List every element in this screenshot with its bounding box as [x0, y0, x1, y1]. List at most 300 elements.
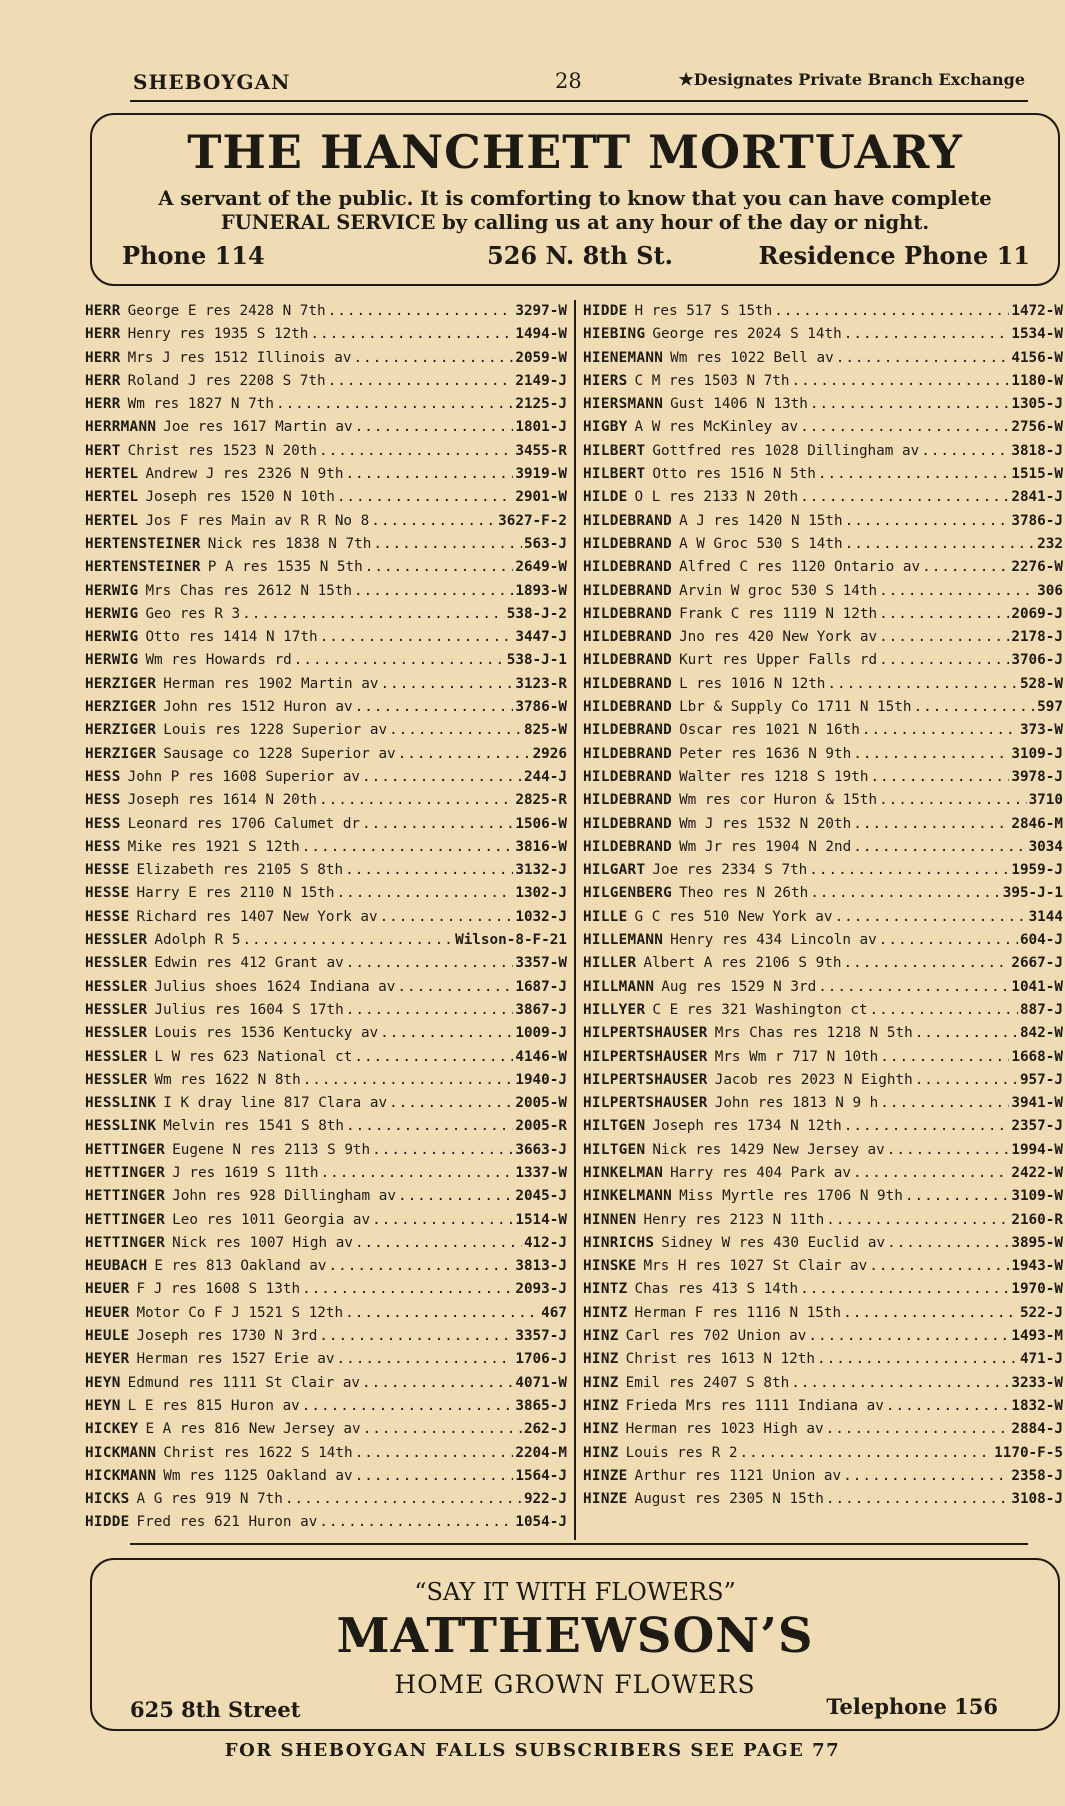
listing-phone: 528-W [1019, 675, 1063, 692]
mortuary-ad-line2: FUNERAL SERVICE by calling us at any hour of the day or night. [220, 211, 930, 234]
listing-phone: 2846-M [1011, 815, 1063, 832]
listing-detail: Joe res 2334 S 7th [652, 862, 808, 879]
dot-leader [921, 440, 1009, 463]
listing-row [85, 1232, 567, 1255]
listing-phone: 2178-J [1011, 629, 1063, 646]
listing-row [583, 1115, 1063, 1138]
listing-row [85, 603, 567, 626]
dot-leader [843, 1302, 1018, 1325]
flowers-ad-telephone: Telephone 156 [826, 1694, 998, 1719]
mortuary-ad-title: THE HANCHETT MORTUARY [187, 125, 963, 179]
listing-detail: Julius shoes 1624 Indiana av [154, 978, 396, 995]
dot-leader [354, 1046, 513, 1069]
listing-detail: Edmund res 1111 St Clair av [127, 1374, 361, 1391]
listing-detail: Herman res 1023 High av [625, 1421, 824, 1438]
listing-surname: HERZIGER [85, 699, 157, 716]
listing-surname: HICKMANN [85, 1467, 157, 1484]
dot-leader [345, 463, 513, 486]
listing-detail: L E res 815 Huron av [127, 1397, 300, 1414]
listing-row [583, 906, 1063, 929]
dot-leader [346, 952, 514, 975]
listing-detail: Joe res 1617 Martin av [163, 419, 353, 436]
listing-surname: HERWIG [85, 629, 139, 646]
dot-leader [862, 719, 1018, 742]
listing-phone: 1687-J [515, 978, 567, 995]
listing-phone: 244-J [523, 768, 567, 785]
listing-detail: Joseph res 1520 N 10th [145, 489, 335, 506]
listing-phone: 2667-J [1011, 955, 1063, 972]
listing-surname: HILLEMANN [583, 932, 664, 949]
listing-row [85, 626, 567, 649]
dot-leader [827, 673, 1018, 696]
listing-detail: Motor Co F J 1521 S 12th [136, 1304, 344, 1321]
dot-leader [843, 952, 1009, 975]
listing-phone: 3297-W [515, 303, 567, 319]
listing-row [583, 1139, 1063, 1162]
dot-leader [836, 347, 1010, 370]
listing-surname: HINZ [583, 1444, 619, 1461]
listing-detail: Emil res 2407 S 8th [625, 1374, 790, 1391]
listing-phone: 471-J [1019, 1351, 1063, 1368]
listing-detail: Richard res 1407 New York av [136, 908, 378, 925]
listing-detail: Jos F res Main av R R No 8 [145, 512, 370, 529]
listing-phone: 1943-W [1011, 1258, 1063, 1275]
dot-leader [346, 999, 514, 1022]
listing-row [85, 1302, 567, 1325]
listing-phone: 1801-J [515, 419, 567, 436]
listing-row [85, 300, 567, 323]
listing-surname: HERR [85, 372, 121, 389]
listing-detail: Henry res 1935 S 12th [127, 326, 309, 343]
listing-phone: 1337-W [515, 1164, 567, 1181]
listing-phone: 3123-R [515, 675, 567, 692]
listing-row [583, 719, 1063, 742]
listing-row [583, 1325, 1063, 1348]
listing-row [583, 859, 1063, 882]
listing-row [583, 882, 1063, 905]
listing-surname: HINZE [583, 1467, 628, 1484]
dot-leader [337, 486, 514, 509]
listing-row [583, 1442, 1063, 1465]
listing-phone: 232 [1037, 535, 1063, 552]
listing-surname: HERTENSTEINER [85, 535, 201, 552]
listing-surname: HEUER [85, 1281, 130, 1298]
listing-phone: 1706-J [515, 1351, 567, 1368]
dot-leader [362, 766, 522, 789]
listing-detail: Joseph res 1730 N 3rd [136, 1328, 318, 1345]
listing-row [583, 1348, 1063, 1371]
listing-phone: 1832-W [1011, 1397, 1063, 1414]
dot-leader [242, 929, 453, 952]
listing-phone: 4156-W [1011, 349, 1063, 366]
dot-leader [844, 323, 1010, 346]
listing-row [583, 976, 1063, 999]
listing-detail: Mrs Chas res 1218 N 5th [714, 1025, 913, 1042]
dot-leader [328, 300, 514, 323]
listing-detail: Peter res 1636 N 9th [679, 745, 852, 762]
listing-surname: HILPERTSHAUSER [583, 1025, 708, 1042]
dot-leader [319, 440, 513, 463]
listing-phone: 538-J-1 [506, 652, 567, 669]
listing-surname: HILDEBRAND [583, 605, 673, 622]
listing-phone: 922-J [523, 1491, 567, 1508]
listing-detail: Arthur res 1121 Union av [634, 1467, 842, 1484]
dot-leader [319, 789, 513, 812]
listing-row [85, 906, 567, 929]
listing-detail: Elizabeth res 2105 S 8th [136, 862, 344, 879]
listing-phone: 395-J-1 [1002, 885, 1063, 902]
listing-row [85, 976, 567, 999]
listing-surname: HERZIGER [85, 675, 157, 692]
listing-row [85, 486, 567, 509]
listing-row [583, 533, 1063, 556]
listing-surname: HILDEBRAND [583, 838, 673, 855]
listing-phone: 1515-W [1011, 466, 1063, 483]
dot-leader [810, 393, 1009, 416]
listing-surname: HERT [85, 442, 121, 459]
listing-phone: 2005-R [515, 1118, 567, 1135]
listing-surname: HILTGEN [583, 1141, 646, 1158]
listing-row [85, 836, 567, 859]
listing-detail: John res 928 Dillingham av [172, 1188, 396, 1205]
dot-leader [346, 1115, 513, 1138]
listing-surname: HILDEBRAND [583, 535, 673, 552]
dot-leader [853, 743, 1009, 766]
listing-row [85, 463, 567, 486]
listing-detail: Fred res 621 Huron av [136, 1514, 318, 1531]
dot-leader [362, 813, 513, 836]
listing-phone: 1305-J [1011, 396, 1063, 413]
listing-phone: 563-J [523, 535, 567, 552]
listing-surname: HINRICHS [583, 1234, 655, 1251]
listing-detail: F J res 1608 S 13th [136, 1281, 301, 1298]
listing-row [583, 1372, 1063, 1395]
listing-row [583, 556, 1063, 579]
listing-phone: 3455-R [515, 442, 567, 459]
column-divider [574, 300, 576, 1540]
listing-detail: Albert A res 2106 S 9th [643, 955, 842, 972]
listing-row [85, 743, 567, 766]
listing-surname: HICKEY [85, 1421, 139, 1438]
listing-row [85, 1092, 567, 1115]
listing-phone: 2756-W [1011, 419, 1063, 436]
listing-detail: John res 1813 N 9 h [714, 1095, 879, 1112]
listing-phone: 3818-J [1011, 442, 1063, 459]
listing-surname: HESSE [85, 908, 130, 925]
flowers-ad-street: 625 8th Street [130, 1697, 301, 1722]
listing-detail: P A res 1535 N 5th [207, 559, 363, 576]
flowers-ad [90, 1558, 1060, 1731]
listing-phone: 3867-J [515, 1001, 567, 1018]
listing-detail: Wm res 1022 Bell av [670, 349, 834, 366]
listing-surname: HESSLER [85, 955, 148, 972]
listing-phone: 1506-W [515, 815, 567, 832]
listing-surname: HINZ [583, 1328, 619, 1345]
listing-detail: Herman res 1527 Erie av [136, 1351, 335, 1368]
listing-surname: HESSLER [85, 978, 148, 995]
listing-detail: Herman res 1902 Martin av [163, 675, 379, 692]
listing-row [85, 440, 567, 463]
listing-phone: 2825-R [515, 792, 567, 809]
listing-phone: 1493-M [1011, 1328, 1063, 1345]
listing-detail: George res 2024 S 14th [652, 326, 842, 343]
listing-row [583, 1069, 1063, 1092]
listing-row [583, 486, 1063, 509]
listing-row [85, 1139, 567, 1162]
listing-detail: Andrew J res 2326 N 9th [145, 466, 344, 483]
listing-row [583, 416, 1063, 439]
listing-detail: Wm res Howards rd [145, 652, 292, 669]
listing-phone: 604-J [1019, 932, 1063, 949]
listing-phone: Wilson-8-F-21 [455, 932, 567, 949]
listing-row [583, 440, 1063, 463]
listing-phone: 2160-R [1011, 1211, 1063, 1228]
dot-leader [285, 1488, 522, 1511]
listing-surname: HILDE [583, 489, 628, 506]
listing-row [583, 1488, 1063, 1511]
listing-phone: 3108-J [1011, 1491, 1063, 1508]
dot-leader [800, 1278, 1009, 1301]
dot-leader [879, 626, 1009, 649]
listing-surname: HERTEL [85, 466, 139, 483]
dot-leader [389, 1092, 513, 1115]
mortuary-ad-address: 526 N. 8th St. [487, 241, 673, 270]
listing-surname: HINKELMAN [583, 1164, 664, 1181]
listing-row [85, 580, 567, 603]
listing-surname: HILDEBRAND [583, 768, 673, 785]
listing-row [583, 673, 1063, 696]
dot-leader [355, 1232, 522, 1255]
listing-detail: Nick res 1007 High av [172, 1234, 353, 1251]
listing-detail: Sidney W res 430 Euclid av [661, 1234, 886, 1251]
dot-leader [380, 906, 514, 929]
listing-surname: HILLE [583, 908, 628, 925]
listing-surname: HEYN [85, 1397, 121, 1414]
listing-surname: HIDDE [583, 303, 628, 319]
listing-detail: Christ res 1613 N 12th [625, 1351, 816, 1368]
listing-row [583, 1465, 1063, 1488]
dot-leader [319, 1325, 513, 1348]
listing-surname: HILBERT [583, 442, 646, 459]
dot-leader [810, 882, 1001, 905]
listing-surname: HERZIGER [85, 722, 157, 739]
listing-detail: Joseph res 1614 N 20th [127, 792, 318, 809]
listing-detail: C M res 1503 N 7th [634, 372, 790, 389]
listing-phone: 2059-W [515, 349, 567, 366]
dot-leader [337, 882, 514, 905]
listing-detail: Miss Myrtle res 1706 N 9th [679, 1188, 903, 1205]
pbx-note-text: Designates Private Branch Exchange [693, 70, 1025, 89]
listing-surname: HEULE [85, 1328, 130, 1345]
listing-row [85, 1395, 567, 1418]
listing-detail: Mrs H res 1027 St Clair av [643, 1258, 868, 1275]
listing-surname: HESSLER [85, 1001, 148, 1018]
listing-row [583, 836, 1063, 859]
listing-row [583, 300, 1063, 323]
dot-leader [853, 1162, 1009, 1185]
listing-row [85, 766, 567, 789]
dot-leader [294, 649, 505, 672]
listing-detail: Melvin res 1541 S 8th [163, 1118, 345, 1135]
listing-row [85, 952, 567, 975]
listing-surname: HERTENSTEINER [85, 559, 201, 576]
dot-leader [319, 1511, 513, 1534]
listing-row [85, 1325, 567, 1348]
listing-surname: HILLYER [583, 1001, 646, 1018]
listing-row [583, 929, 1063, 952]
listing-detail: Edwin res 412 Grant av [154, 955, 344, 972]
listings-bottom-rule [130, 1543, 1028, 1545]
listing-surname: HIDDE [85, 1514, 130, 1531]
listing-surname: HINSKE [583, 1258, 637, 1275]
listing-row [85, 1046, 567, 1069]
listing-phone: 4146-W [515, 1048, 567, 1065]
listing-surname: HESS [85, 768, 121, 785]
listing-phone: 3978-J [1011, 768, 1063, 785]
dot-leader [380, 1022, 513, 1045]
listing-row [85, 649, 567, 672]
listing-phone: 3357-J [515, 1328, 567, 1345]
listing-detail: Joseph res 1734 N 12th [652, 1118, 842, 1135]
dot-leader [922, 556, 1009, 579]
listing-detail: A G res 919 N 7th [136, 1491, 283, 1508]
listing-phone: 2005-W [515, 1095, 567, 1112]
listing-surname: HINZ [583, 1397, 619, 1414]
listing-phone: 2069-J [1011, 605, 1063, 622]
listing-phone: 2358-J [1011, 1467, 1063, 1484]
listing-detail: G C res 510 New York av [634, 908, 833, 925]
listing-surname: HERR [85, 396, 121, 413]
listing-phone: 3144 [1028, 908, 1063, 925]
listing-row [583, 323, 1063, 346]
dot-leader [371, 510, 496, 533]
listing-detail: Mike res 1921 S 12th [127, 838, 300, 855]
listing-surname: HETTINGER [85, 1164, 166, 1181]
listing-row [583, 1418, 1063, 1441]
listing-phone: 1041-W [1011, 978, 1063, 995]
listing-phone: 1970-W [1011, 1281, 1063, 1298]
listing-phone: 2149-J [515, 372, 567, 389]
listing-row [583, 1162, 1063, 1185]
listing-phone: 842-W [1019, 1025, 1063, 1042]
listing-surname: HINZE [583, 1491, 628, 1508]
listing-detail: Leo res 1011 Georgia av [172, 1211, 371, 1228]
listing-surname: HICKS [85, 1491, 130, 1508]
dot-leader [363, 1418, 522, 1441]
listing-surname: HILDEBRAND [583, 629, 673, 646]
listing-detail: Frank C res 1119 N 12th [679, 605, 878, 622]
dot-leader [345, 1302, 539, 1325]
listing-row [85, 1209, 567, 1232]
listing-surname: HERTEL [85, 512, 139, 529]
listing-surname: HESSLER [85, 932, 148, 949]
listing-detail: Mrs Chas res 2612 N 15th [145, 582, 353, 599]
dot-leader [774, 300, 1009, 323]
flowers-ad-name: MATTHEWSON’S [336, 1608, 814, 1664]
listing-phone: 2357-J [1011, 1118, 1063, 1135]
dot-leader [879, 580, 1035, 603]
dot-leader [870, 766, 1009, 789]
dot-leader [844, 1115, 1010, 1138]
dot-leader [913, 696, 1035, 719]
mortuary-ad-residence: Residence Phone 11 [758, 241, 1030, 270]
listing-detail: Louis res 1536 Kentucky av [154, 1025, 379, 1042]
listing-phone: 412-J [523, 1234, 567, 1251]
dot-leader [365, 556, 514, 579]
listing-detail: Carl res 702 Union av [625, 1328, 807, 1345]
listing-row [583, 743, 1063, 766]
listing-detail: Wm res 1827 N 7th [127, 396, 274, 413]
listing-row [583, 393, 1063, 416]
dot-leader [303, 1069, 514, 1092]
listing-phone: 2841-J [1011, 489, 1063, 506]
dot-leader [809, 859, 1009, 882]
listing-detail: Wm res 1622 N 8th [154, 1071, 301, 1088]
listing-row [583, 813, 1063, 836]
listing-surname: HERWIG [85, 652, 139, 669]
listing-surname: HILDEBRAND [583, 792, 673, 809]
listing-detail: Otto res 1414 N 17th [145, 629, 318, 646]
dot-leader [886, 1395, 1009, 1418]
listing-phone: 373-W [1019, 722, 1063, 739]
dot-leader [355, 416, 514, 439]
dot-leader [879, 789, 1027, 812]
listing-surname: HILBERT [583, 466, 646, 483]
listing-detail: Harry E res 2110 N 15th [136, 885, 335, 902]
listing-surname: HEYER [85, 1351, 130, 1368]
listing-detail: Harry res 404 Park av [670, 1164, 851, 1181]
listing-detail: Herman F res 1116 N 15th [634, 1304, 842, 1321]
listing-phone: 3786-J [1011, 512, 1063, 529]
listing-row [85, 1511, 567, 1534]
listing-surname: HESSE [85, 862, 130, 879]
listing-surname: HILDEBRAND [583, 512, 673, 529]
listing-row [85, 1185, 567, 1208]
listing-phone: 1302-J [515, 885, 567, 902]
listing-row [85, 347, 567, 370]
listing-detail: Adolph R 5 [154, 932, 241, 949]
dot-leader [791, 1372, 1009, 1395]
dot-leader [880, 1046, 1009, 1069]
dot-leader [808, 1325, 1009, 1348]
listing-phone: 1514-W [515, 1211, 567, 1228]
listing-surname: HILDEBRAND [583, 745, 673, 762]
dot-leader [915, 1069, 1018, 1092]
listing-row [85, 1488, 567, 1511]
listing-surname: HILDEBRAND [583, 699, 673, 716]
listing-detail: Leonard res 1706 Calumet dr [127, 815, 361, 832]
listing-phone: 522-J [1019, 1304, 1063, 1321]
listing-surname: HESSLER [85, 1071, 148, 1088]
listing-row [583, 1185, 1063, 1208]
listing-row [583, 1232, 1063, 1255]
dot-leader [915, 1022, 1018, 1045]
dot-leader [853, 836, 1026, 859]
listing-surname: HETTINGER [85, 1141, 166, 1158]
listing-surname: HERR [85, 326, 121, 343]
listing-phone: 1994-W [1011, 1141, 1063, 1158]
listing-detail: Theo res N 26th [679, 885, 809, 902]
listing-phone: 3109-J [1011, 745, 1063, 762]
listing-phone: 3034 [1028, 838, 1063, 855]
listing-surname: HINZ [583, 1351, 619, 1368]
listing-row [85, 510, 567, 533]
listing-row [85, 1442, 567, 1465]
dot-leader [879, 603, 1009, 626]
listing-detail: Alfred C res 1120 Ontario av [679, 559, 921, 576]
listing-row [85, 719, 567, 742]
dot-leader [355, 696, 514, 719]
